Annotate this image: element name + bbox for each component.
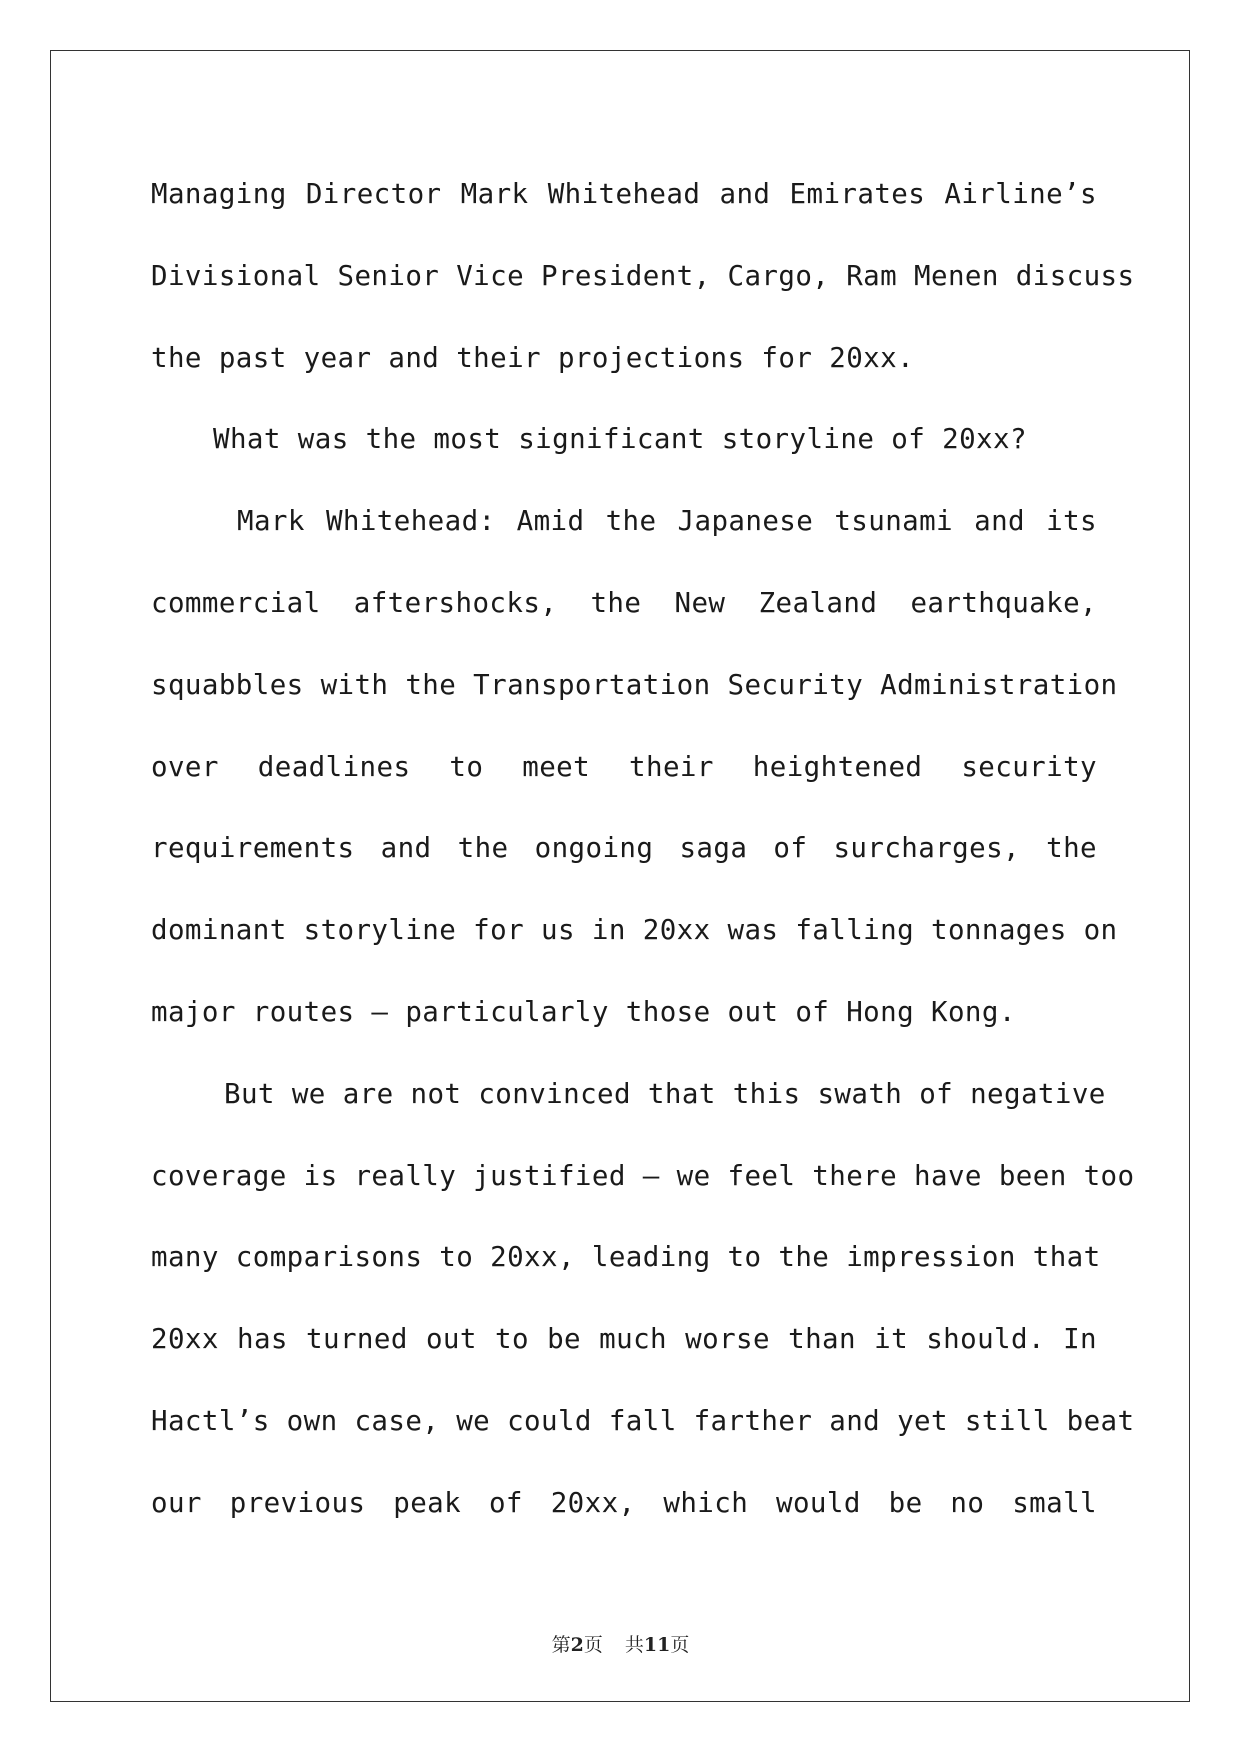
text-line: dominant storyline for us in 20xx was falling tonnages on	[151, 914, 1118, 947]
text-line: coverage is really justified — we feel there have been too	[151, 1159, 1135, 1192]
text-line: 20xx has turned out to be much worse than it should. In	[151, 1323, 1097, 1356]
text-line: the past year and their projections for 20xx.	[151, 341, 915, 374]
text-line: Divisional Senior Vice President, Cargo, Ram Menen discuss	[151, 259, 1135, 292]
text-line: many comparisons to 20xx, leading to the impression that	[151, 1241, 1101, 1274]
total-pages: 11	[643, 1634, 671, 1656]
page-number: 2	[570, 1634, 584, 1656]
text-line: Hactl’s own case, we could fall farther and yet still beat	[151, 1404, 1135, 1437]
page-footer	[0, 1630, 1241, 1657]
document-body	[151, 154, 1135, 1545]
text-line: requirements and the ongoing saga of surcharges, the	[151, 832, 1097, 865]
text-line: squabbles with the Transportation Security Administration	[151, 668, 1118, 701]
total-prefix: 共	[624, 1634, 644, 1656]
page-prefix: 第	[551, 1634, 571, 1656]
text-line: our previous peak of 20xx, which would be no small	[151, 1486, 1097, 1519]
text-line: major routes — particularly those out of Hong Kong.	[151, 995, 1016, 1028]
paragraph-line: But we are not convinced that this swath of negative	[224, 1077, 1106, 1110]
answer-line: Mark Whitehead: Amid the Japanese tsunami and its	[237, 505, 1097, 538]
total-suffix: 页	[670, 1634, 690, 1656]
page-suffix: 页	[583, 1634, 603, 1656]
question-line: What was the most significant storyline of 20xx?	[213, 423, 1027, 456]
text-line: commercial aftershocks, the New Zealand earthquake,	[151, 586, 1097, 619]
text-line: Managing Director Mark Whitehead and Emirates Airline’s	[151, 178, 1097, 210]
text-line: over deadlines to meet their heightened security	[151, 750, 1097, 783]
